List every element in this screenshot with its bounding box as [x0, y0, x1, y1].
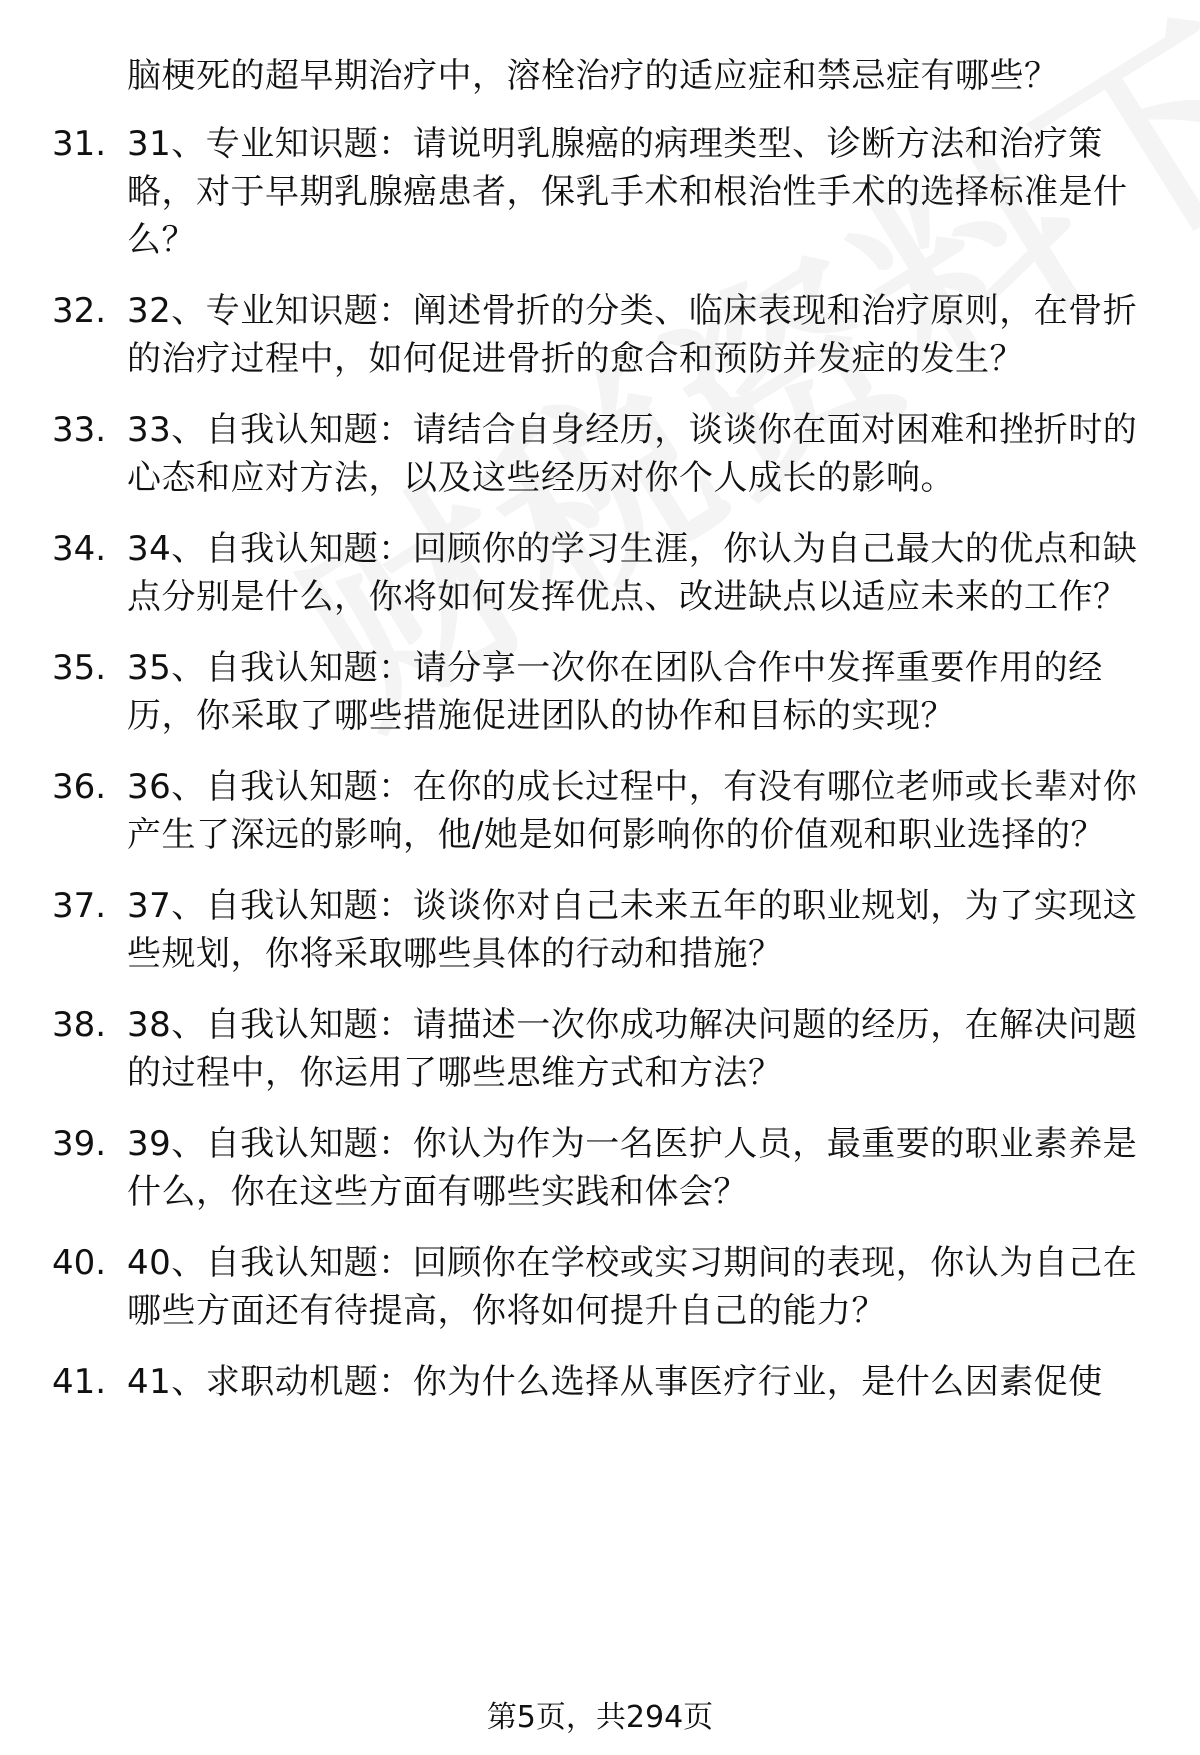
list-item-number: 38.	[52, 1005, 107, 1045]
list-item-text: 37、自我认知题：谈谈你对自己未来五年的职业规划，为了实现这些规划，你将采取哪些具体的行动和措施？	[127, 886, 1138, 974]
list-item	[0, 1239, 1200, 1335]
list-item-text: 39、自我认知题：你认为作为一名医护人员，最重要的职业素养是什么，你在这些方面有哪些实践和体会？	[127, 1124, 1138, 1212]
list-item-number: 40.	[52, 1243, 107, 1283]
list-item-number: 41.	[52, 1362, 107, 1402]
continued-question-text: 脑梗死的超早期治疗中，溶栓治疗的适应症和禁忌症有哪些？	[127, 56, 1059, 96]
list-item	[0, 882, 1200, 978]
page-content	[0, 52, 1200, 1429]
list-item	[0, 763, 1200, 859]
list-item-number: 39.	[52, 1124, 107, 1164]
list-item-number: 36.	[52, 767, 107, 807]
list-item	[0, 1120, 1200, 1216]
list-item	[0, 406, 1200, 502]
list-item-number: 33.	[52, 410, 107, 450]
page-number-footer: 第5页，共294页	[486, 1700, 714, 1735]
list-item	[0, 1001, 1200, 1097]
list-item	[0, 1358, 1200, 1406]
question-list	[0, 120, 1200, 1406]
list-item-number: 35.	[52, 648, 107, 688]
list-item-text: 32、专业知识题：阐述骨折的分类、临床表现和治疗原则，在骨折的治疗过程中，如何促进骨折的愈合和预防并发症的发生？	[127, 291, 1138, 379]
list-item-text: 31、专业知识题：请说明乳腺癌的病理类型、诊断方法和治疗策略，对于早期乳腺癌患者，保乳手术和根治性手术的选择标准是什么？	[127, 124, 1128, 260]
list-item-text: 41、求职动机题：你为什么选择从事医疗行业，是什么因素促使	[127, 1362, 1103, 1402]
list-item	[0, 525, 1200, 621]
list-item-text: 34、自我认知题：回顾你的学习生涯，你认为自己最大的优点和缺点分别是什么，你将如何发挥优点、改进缺点以适应未来的工作？	[127, 529, 1138, 617]
list-item-text: 38、自我认知题：请描述一次你成功解决问题的经历，在解决问题的过程中，你运用了哪些思维方式和方法？	[127, 1005, 1138, 1093]
list-item-text: 40、自我认知题：回顾你在学校或实习期间的表现，你认为自己在哪些方面还有待提高，你将如何提升自己的能力？	[127, 1243, 1138, 1331]
list-item-text: 36、自我认知题：在你的成长过程中，有没有哪位老师或长辈对你产生了深远的影响，他/她是如何影响你的价值观和职业选择的？	[127, 767, 1138, 855]
list-item	[0, 287, 1200, 383]
list-item-text: 33、自我认知题：请结合自身经历，谈谈你在面对困难和挫折时的心态和应对方法，以及这些经历对你个人成长的影响。	[127, 410, 1138, 498]
list-item-number: 34.	[52, 529, 107, 569]
list-item-number: 31.	[52, 124, 107, 164]
list-item-number: 37.	[52, 886, 107, 926]
list-item	[0, 120, 1200, 264]
list-item	[0, 644, 1200, 740]
list-item-number: 32.	[52, 291, 107, 331]
list-item-text: 35、自我认知题：请分享一次你在团队合作中发挥重要作用的经历，你采取了哪些措施促进团队的协作和目标的实现？	[127, 648, 1103, 736]
